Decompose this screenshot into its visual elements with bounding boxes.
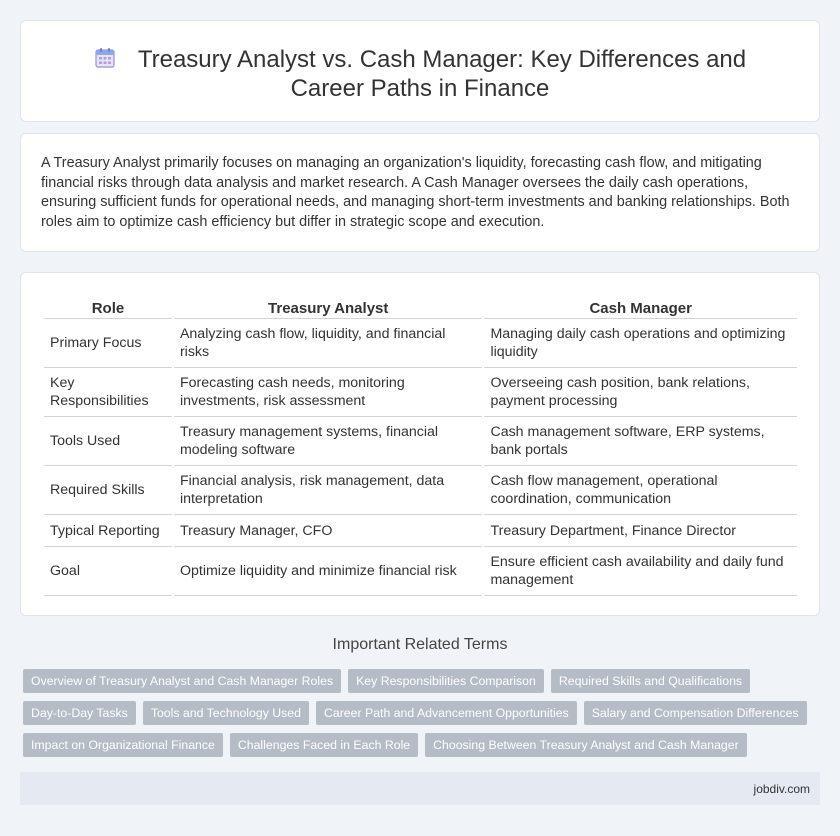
intro-paragraph: A Treasury Analyst primarily focuses on managing an organization's liquidity, forecasting cash flow, and mitigating financial risks through data analysis and market research. A Cash Manager oversees the daily cash operations, ensuring sufficient funds for operational needs, and managing short-term investments and banking relationships. Both roles aim to optimize cash efficiency but differ in strategic scope and execution.: [41, 155, 790, 230]
row-label: Typical Reporting: [44, 515, 172, 547]
related-term-tag[interactable]: Career Path and Advancement Opportunities: [316, 701, 577, 725]
table-row: [44, 515, 797, 547]
related-term-tag[interactable]: Challenges Faced in Each Role: [230, 733, 418, 757]
cash-manager-cell: Cash management software, ERP systems, bank portals: [484, 417, 797, 466]
cash-manager-cell: Treasury Department, Finance Director: [484, 515, 797, 547]
row-label: Goal: [44, 547, 172, 596]
table-row: [44, 547, 797, 596]
related-term-tag[interactable]: Tools and Technology Used: [143, 701, 309, 725]
calendar-icon: [94, 47, 116, 69]
cash-manager-cell: Ensure efficient cash availability and daily fund management: [484, 547, 797, 596]
footer-site-link[interactable]: jobdiv.com: [753, 782, 810, 796]
treasury-analyst-cell: Optimize liquidity and minimize financial risk: [174, 547, 483, 596]
table-header-row: [44, 297, 797, 319]
related-terms-tags: [23, 669, 803, 765]
related-term-tag[interactable]: Day-to-Day Tasks: [23, 701, 136, 725]
cash-manager-cell: Managing daily cash operations and optimizing liquidity: [484, 319, 797, 368]
header-role: Role: [44, 297, 172, 319]
treasury-analyst-cell: Treasury management systems, financial modeling software: [174, 417, 483, 466]
treasury-analyst-cell: Forecasting cash needs, monitoring investments, risk assessment: [174, 368, 483, 417]
treasury-analyst-cell: Treasury Manager, CFO: [174, 515, 483, 547]
row-label: Key Responsibilities: [44, 368, 172, 417]
footer: [20, 772, 820, 805]
related-term-tag[interactable]: Salary and Compensation Differences: [584, 701, 807, 725]
table-row: [44, 368, 797, 417]
intro-card: [20, 133, 820, 252]
comparison-table: [42, 297, 799, 596]
treasury-analyst-cell: Financial analysis, risk management, data interpretation: [174, 466, 483, 515]
related-term-tag[interactable]: Choosing Between Treasury Analyst and Cash Manager: [425, 733, 747, 757]
title-card: [20, 20, 820, 122]
related-terms-title: Important Related Terms: [332, 636, 508, 653]
comparison-card: [20, 272, 820, 616]
table-row: [44, 417, 797, 466]
row-label: Required Skills: [44, 466, 172, 515]
related-term-tag[interactable]: Impact on Organizational Finance: [23, 733, 223, 757]
page-title-wrap: [61, 45, 779, 103]
row-label: Primary Focus: [44, 319, 172, 368]
related-term-tag[interactable]: Required Skills and Qualifications: [551, 669, 750, 693]
row-label: Tools Used: [44, 417, 172, 466]
header-treasury-analyst: Treasury Analyst: [174, 297, 483, 319]
table-row: [44, 466, 797, 515]
related-term-tag[interactable]: Overview of Treasury Analyst and Cash Manager Roles: [23, 669, 341, 693]
table-row: [44, 319, 797, 368]
cash-manager-cell: Overseeing cash position, bank relations, payment processing: [484, 368, 797, 417]
related-term-tag[interactable]: Key Responsibilities Comparison: [348, 669, 544, 693]
header-cash-manager: Cash Manager: [484, 297, 797, 319]
cash-manager-cell: Cash flow management, operational coordination, communication: [484, 466, 797, 515]
page-title: Treasury Analyst vs. Cash Manager: Key Differences and Career Paths in Finance: [137, 46, 747, 102]
treasury-analyst-cell: Analyzing cash flow, liquidity, and financial risks: [174, 319, 483, 368]
